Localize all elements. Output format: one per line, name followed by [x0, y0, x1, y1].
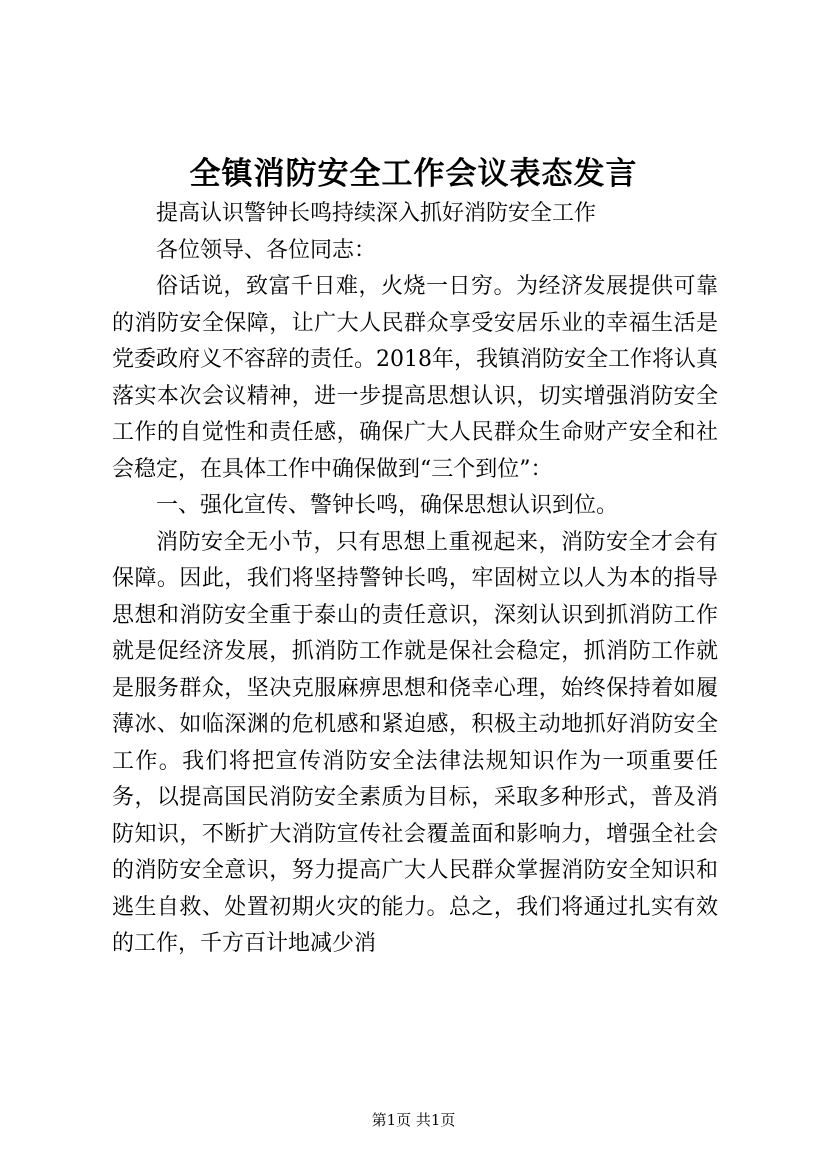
document-body	[112, 196, 718, 963]
paragraph-section-1: 消防安全无小节，只有思想上重视起来，消防安全才会有保障。因此，我们将坚持警钟长鸣，牢固树立以人为本的指导思想和消防安全重于泰山的责任意识，深刻认识到抓消防工作就是促经济发展，抓消防工作就是保社会稳定，抓消防工作就是服务群众，坚决克服麻痹思想和侥幸心理，始终保持着如履薄冰、如临深渊的危机感和紧迫感，积极主动地抓好消防安全工作。我们将把宣传消防安全法律法规知识作为一项重要任务，以提高国民消防安全素质为目标，采取多种形式，普及消防知识，不断扩大消防宣传社会覆盖面和影响力，增强全社会的消防安全意识，努力提高广大人民群众掌握消防安全知识和逃生自救、处置初期火灾的能力。总之，我们将通过扎实有效的工作，千方百计地减少消	[112, 529, 718, 956]
greeting: 各位领导、各位同志：	[156, 237, 377, 263]
section-heading-1: 一、强化宣传、警钟长鸣，确保思想认识到位。	[156, 493, 619, 518]
page-number-footer: 第1页 共1页	[371, 1111, 456, 1129]
paragraph-intro: 俗话说，致富千日难，火烧一日穷。为经济发展提供可靠的消防安全保障，让广大人民群众享受安居乐业的幸福生活是党委政府义不容辞的责任。2018年，我镇消防安全工作将认真落实本次会议精神，进一步提高思想认识，切实增强消防安全工作的自觉性和责任感，确保广大人民群众生命财产安全和社会稳定，在具体工作中确保做到“三个到位”：	[112, 274, 718, 482]
document-subtitle: 提高认识警钟长鸣持续深入抓好消防安全工作	[156, 201, 597, 226]
document-title: 全镇消防安全工作会议表态发言	[189, 156, 638, 192]
